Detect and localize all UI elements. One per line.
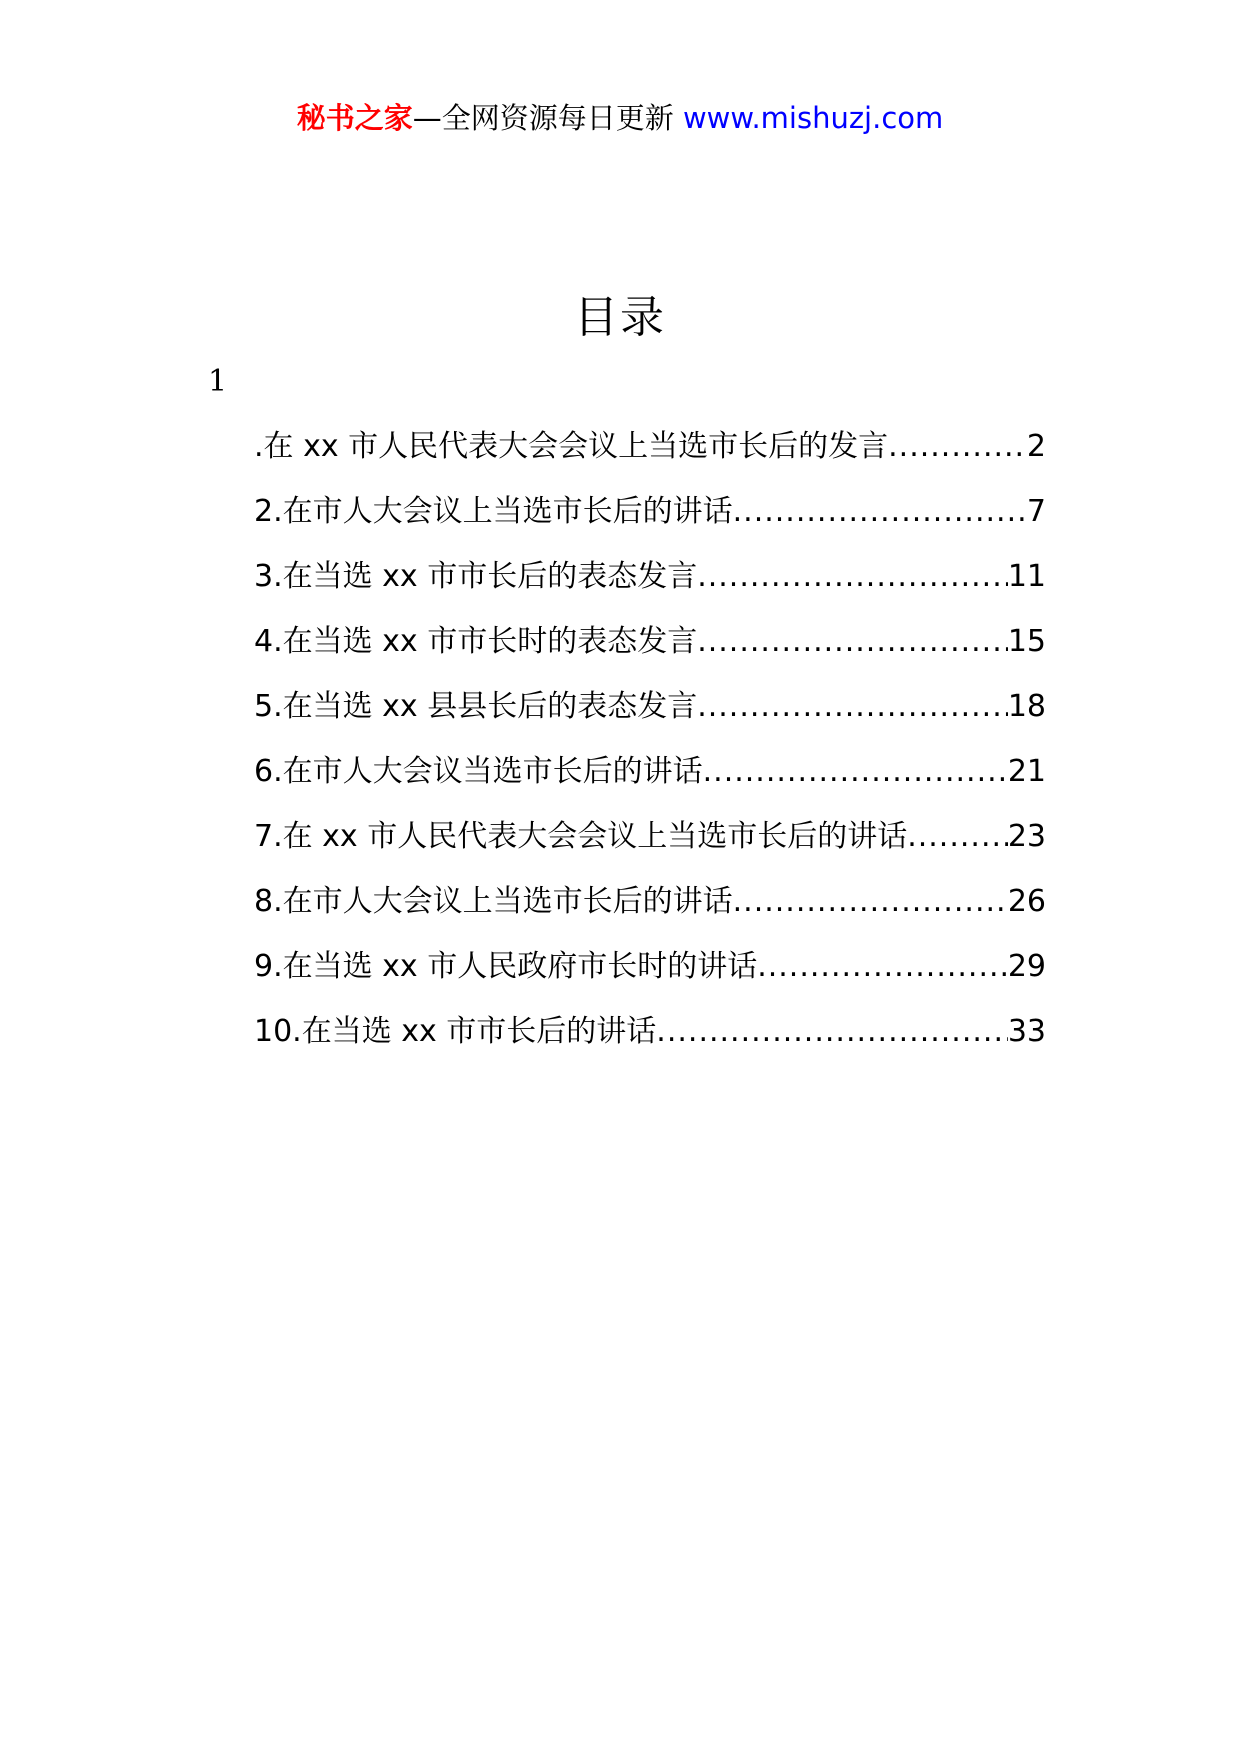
toc-entry[interactable] (254, 882, 1046, 947)
toc-dot-leader (757, 947, 1008, 987)
site-url-link[interactable]: www.mishuzj.com (682, 101, 944, 135)
toc-entry-page: 29 (1007, 949, 1046, 984)
toc-dot-leader (697, 687, 1008, 727)
toc-entry-page: 21 (1007, 754, 1046, 789)
toc-entry[interactable] (254, 427, 1046, 492)
toc-entry-page: 11 (1007, 559, 1046, 594)
toc-dot-leader (733, 882, 1008, 922)
header-slogan: —全网资源每日更新 (412, 101, 683, 135)
toc-entry-label: 5.在当选 xx 县县长后的表态发言 (254, 689, 698, 724)
toc-entry-page: 23 (1007, 819, 1046, 854)
toc-entry-page: 33 (1007, 1014, 1046, 1049)
toc-entry-page: 18 (1007, 689, 1046, 724)
toc-entry-label: 2.在市人大会议上当选市长后的讲话 (254, 494, 733, 529)
toc-entry[interactable] (254, 1012, 1046, 1077)
toc-dot-leader (733, 492, 1027, 532)
toc-entry[interactable] (254, 947, 1046, 1012)
toc-entry[interactable] (254, 817, 1046, 882)
toc-entry[interactable] (254, 622, 1046, 687)
toc-entry[interactable] (254, 752, 1046, 817)
toc-entry-label: 7.在 xx 市人民代表大会会议上当选市长后的讲话 (254, 819, 908, 854)
toc-dot-leader (907, 817, 1008, 857)
stray-page-number: 1 (208, 364, 228, 399)
toc-entry-label: 6.在市人大会议当选市长后的讲话 (254, 754, 703, 789)
toc-entry-page: 2 (1026, 429, 1046, 464)
toc-entry-label: .在 xx 市人民代表大会会议上当选市长后的发言 (254, 429, 889, 464)
toc-entry-label: 10.在当选 xx 市市长后的讲话 (254, 1014, 657, 1049)
header-banner (0, 98, 1240, 138)
toc-entry[interactable] (254, 687, 1046, 752)
page-title: 目录 (574, 292, 666, 343)
toc-entry-label: 8.在市人大会议上当选市长后的讲话 (254, 884, 733, 919)
brand-name: 秘书之家 (296, 101, 413, 135)
toc-entry-page: 26 (1007, 884, 1046, 919)
toc-entry[interactable] (254, 557, 1046, 622)
toc-entry-label: 3.在当选 xx 市市长后的表态发言 (254, 559, 698, 594)
toc-dot-leader (656, 1012, 1008, 1052)
toc-dot-leader (703, 752, 1008, 792)
toc-entry[interactable] (254, 492, 1046, 557)
toc-dot-leader (697, 622, 1008, 662)
toc-entry-page: 15 (1007, 624, 1046, 659)
toc-dot-leader (888, 427, 1027, 467)
toc-entry-label: 9.在当选 xx 市人民政府市长时的讲话 (254, 949, 758, 984)
toc-entry-page: 7 (1026, 494, 1046, 529)
toc-dot-leader (697, 557, 1008, 597)
toc-entry-label: 4.在当选 xx 市市长时的表态发言 (254, 624, 698, 659)
table-of-contents (254, 427, 1046, 1077)
